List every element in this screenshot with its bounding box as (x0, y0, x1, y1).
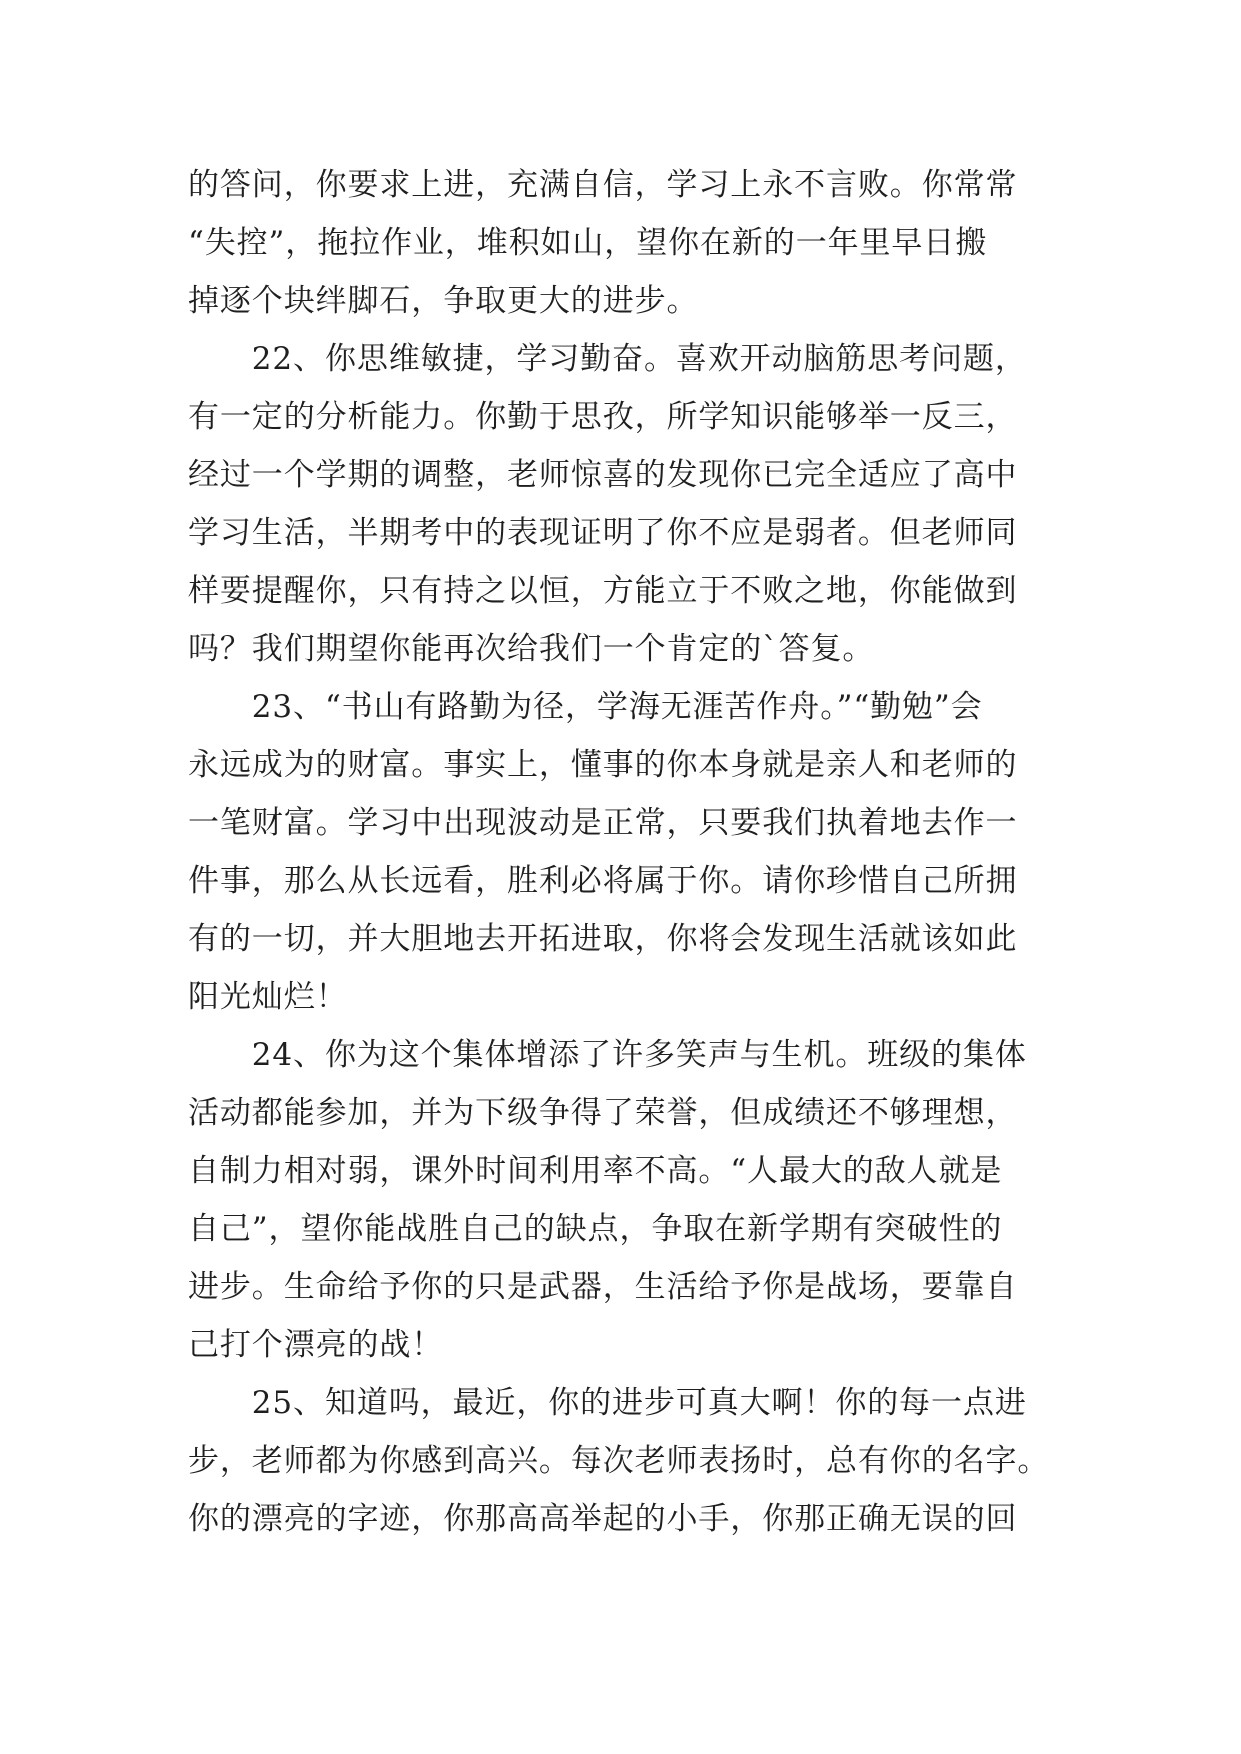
text-line: 有的一切，并大胆地去开拓进取，你将会发现生活就该如此 (188, 921, 1018, 957)
text-line: 的答问，你要求上进，充满自信，学习上永不言败。你常常 (188, 167, 1018, 203)
body-text (188, 156, 1068, 1548)
text-line: 步，老师都为你感到高兴。每次老师表扬时，总有你的名字。 (188, 1443, 1050, 1479)
text-line: 活动都能参加，并为下级争得了荣誉，但成绩还不够理想， (188, 1095, 1018, 1131)
text-line: “失控”，拖拉作业，堆积如山，望你在新的一年里早日搬 (188, 225, 988, 261)
text-line: 永远成为的财富。事实上，懂事的你本身就是亲人和老师的 (188, 747, 1018, 783)
paragraph-22 (188, 330, 1068, 678)
text-line: 自己”，望你能战胜自己的缺点，争取在新学期有突破性的 (188, 1211, 1003, 1247)
text-line: 经过一个学期的调整，老师惊喜的发现你已完全适应了高中 (188, 457, 1018, 493)
paragraph-25 (188, 1374, 1068, 1548)
text-line: 阳光灿烂！ (188, 979, 348, 1015)
text-line: 一笔财富。学习中出现波动是正常，只要我们执着地去作一 (188, 805, 1018, 841)
text-line: 学习生活，半期考中的表现证明了你不应是弱者。但老师同 (188, 515, 1018, 551)
text-line: 25、知道吗，最近，你的进步可真大啊！你的每一点进 (188, 1385, 1027, 1421)
text-line: 样要提醒你，只有持之以恒，方能立于不败之地，你能做到 (188, 573, 1018, 609)
text-line: 23、“书山有路勤为径，学海无涯苦作舟。”“勤勉”会 (188, 689, 983, 725)
text-line: 进步。生命给予你的只是武器，生活给予你是战场，要靠自 (188, 1269, 1018, 1305)
text-line: 24、你为这个集体增添了许多笑声与生机。班级的集体 (188, 1037, 1027, 1073)
text-line: 掉逐个块绊脚石，争取更大的进步。 (188, 283, 699, 319)
text-line: 你的漂亮的字迹，你那高高举起的小手，你那正确无误的回 (188, 1501, 1018, 1537)
paragraph-continuation (188, 156, 1068, 330)
text-line: 自制力相对弱，课外时间利用率不高。“人最大的敌人就是 (188, 1153, 1003, 1189)
text-line: 件事，那么从长远看，胜利必将属于你。请你珍惜自己所拥 (188, 863, 1018, 899)
text-line: 吗？我们期望你能再次给我们一个肯定的`答复。 (188, 631, 875, 667)
text-line: 22、你思维敏捷，学习勤奋。喜欢开动脑筋思考问题， (188, 341, 1027, 377)
text-line: 己打个漂亮的战！ (188, 1327, 444, 1363)
paragraph-24 (188, 1026, 1068, 1374)
text-line: 有一定的分析能力。你勤于思孜，所学知识能够举一反三， (188, 399, 1018, 435)
paragraph-23 (188, 678, 1068, 1026)
